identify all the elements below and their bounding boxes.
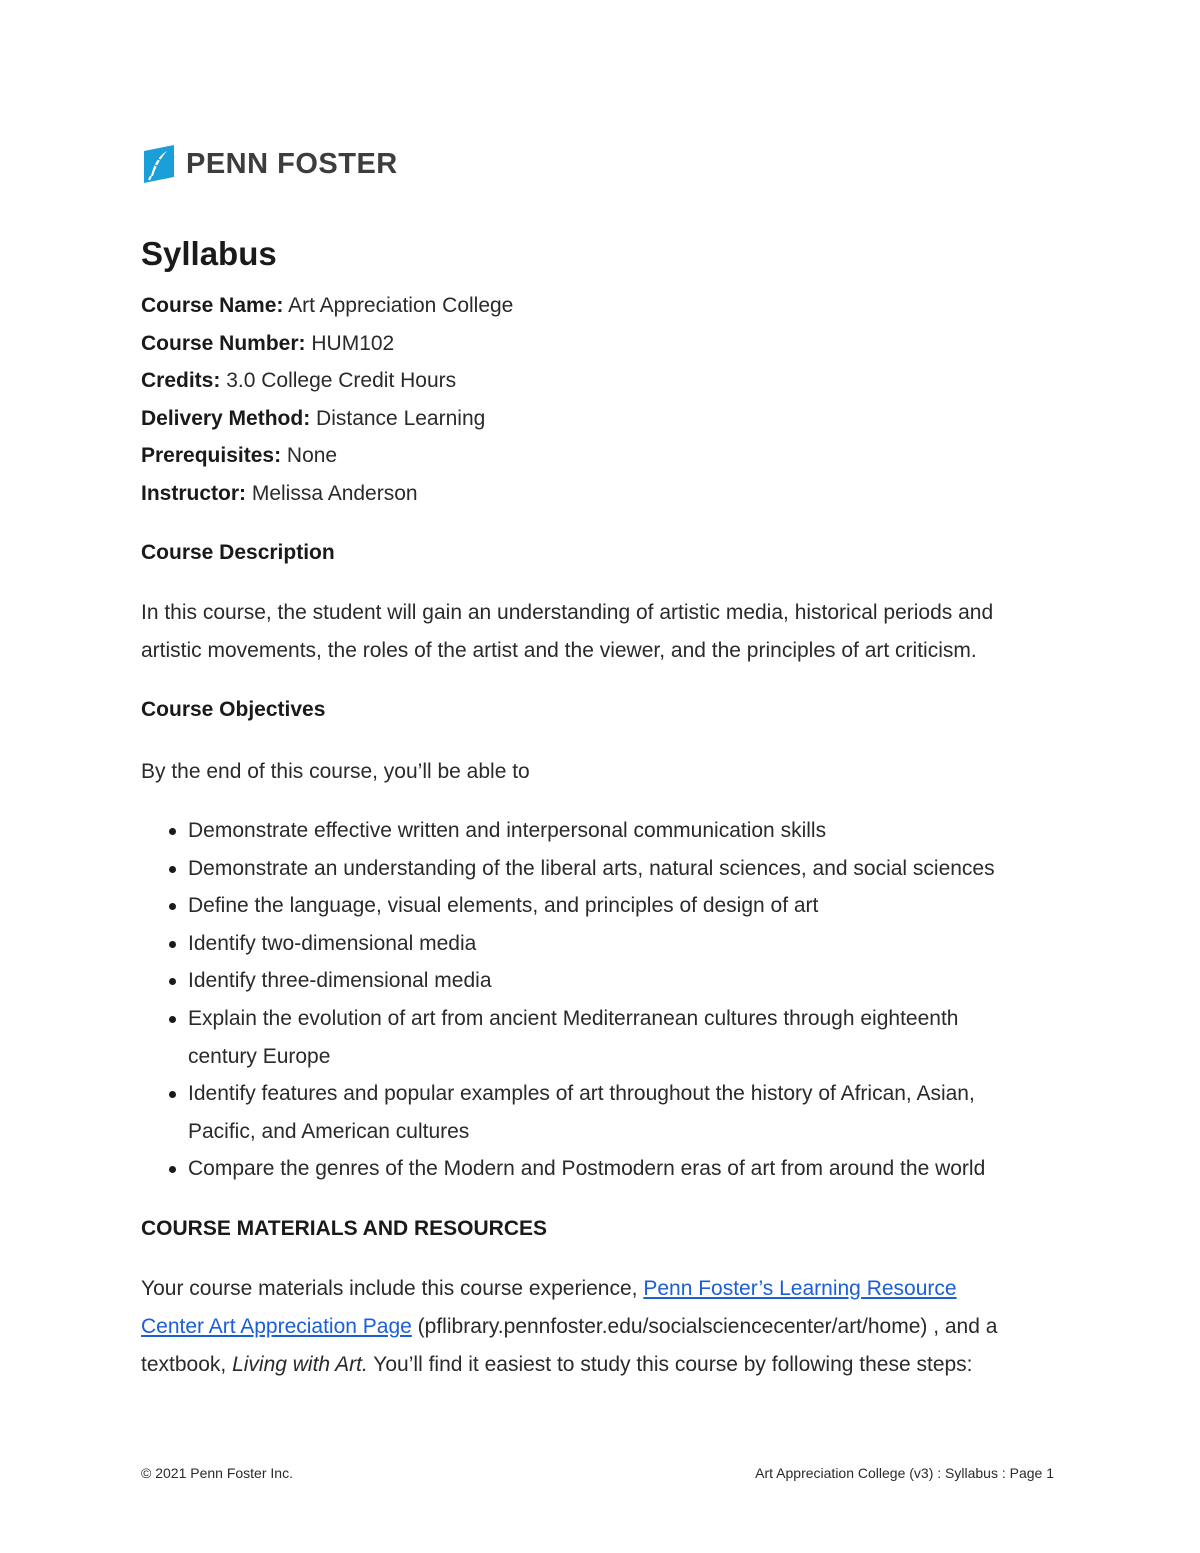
- objectives-list: [141, 812, 1061, 1188]
- course-number-row: [141, 325, 513, 363]
- bullet-icon: [169, 941, 176, 948]
- list-item: Identify features and popular examples of art throughout the history of African, Asian, Pacific, and American cultures: [141, 1075, 1061, 1150]
- course-description-line-2: artistic movements, the roles of the artist and the viewer, and the principles of art criticism.: [141, 639, 977, 662]
- course-number-value: HUM102: [305, 331, 395, 355]
- course-description-text: [141, 594, 993, 670]
- bullet-icon: [169, 903, 176, 910]
- logo-wordmark: PENN FOSTER: [186, 148, 398, 180]
- delivery-method-row: [141, 400, 513, 438]
- instructor-row: [141, 475, 513, 513]
- delivery-method-label: Delivery Method:: [141, 406, 311, 430]
- course-description-heading: Course Description: [141, 541, 335, 564]
- list-item: Identify three-dimensional media: [141, 962, 1061, 1000]
- course-materials-heading: COURSE MATERIALS AND RESOURCES: [141, 1217, 548, 1240]
- list-item: Explain the evolution of art from ancient Mediterranean cultures through eighteenth century Europe: [141, 1000, 1061, 1075]
- course-materials-text: Your course materials include this course experience, Penn Foster’s Learning Resource Center Art Appreciation Page (pflibrary.pennfoster.edu/socialsciencecenter/art/home) , and a textbook, Living with Art. You’ll find it easiest to study this course by following these steps:: [141, 1277, 998, 1376]
- course-objectives-intro: By the end of this course, you’ll be able to: [141, 760, 530, 783]
- footer-copyright: © 2021 Penn Foster Inc.: [141, 1465, 293, 1481]
- credits-label: Credits:: [141, 369, 221, 393]
- list-item: Compare the genres of the Modern and Postmodern eras of art from around the world: [141, 1150, 1061, 1188]
- list-item: Define the language, visual elements, and principles of design of art: [141, 887, 1061, 925]
- list-item: Identify two-dimensional media: [141, 925, 1061, 963]
- delivery-method-value: Distance Learning: [310, 406, 486, 430]
- course-objectives-heading: Course Objectives: [141, 698, 326, 721]
- prerequisites-value: None: [281, 444, 338, 468]
- credits-value: 3.0 College Credit Hours: [220, 369, 457, 393]
- course-name-value: Art Appreciation College: [283, 294, 514, 317]
- course-info-list: [141, 287, 513, 513]
- course-name-row: [141, 287, 513, 325]
- textbook-title: Living with Art.: [232, 1353, 368, 1376]
- quill-icon: [140, 143, 178, 185]
- bullet-icon: [169, 1166, 176, 1173]
- list-item: Demonstrate an understanding of the liberal arts, natural sciences, and social sciences: [141, 850, 1061, 888]
- course-description-line-1: In this course, the student will gain an understanding of artistic media, historical periods and: [141, 601, 994, 624]
- bullet-icon: [169, 1016, 176, 1023]
- list-item: Demonstrate effective written and interpersonal communication skills: [141, 812, 1061, 850]
- prerequisites-label: Prerequisites:: [141, 444, 282, 468]
- bullet-icon: [169, 1091, 176, 1098]
- course-name-label: Course Name:: [141, 294, 284, 317]
- bullet-icon: [169, 978, 176, 985]
- bullet-icon: [169, 828, 176, 835]
- page-title: Syllabus: [141, 235, 277, 272]
- prerequisites-row: [141, 437, 513, 475]
- instructor-value: Melissa Anderson: [246, 481, 418, 505]
- instructor-label: Instructor:: [141, 481, 246, 505]
- learning-resource-link[interactable]: Penn Foster’s Learning Resource Center Art Appreciation Page: [141, 1277, 957, 1338]
- course-number-label: Course Number:: [141, 331, 306, 355]
- penn-foster-logo: [140, 143, 398, 185]
- footer-page-info: Art Appreciation College (v3) : Syllabus : Page 1: [755, 1465, 1054, 1481]
- bullet-icon: [169, 866, 176, 873]
- credits-row: [141, 362, 513, 400]
